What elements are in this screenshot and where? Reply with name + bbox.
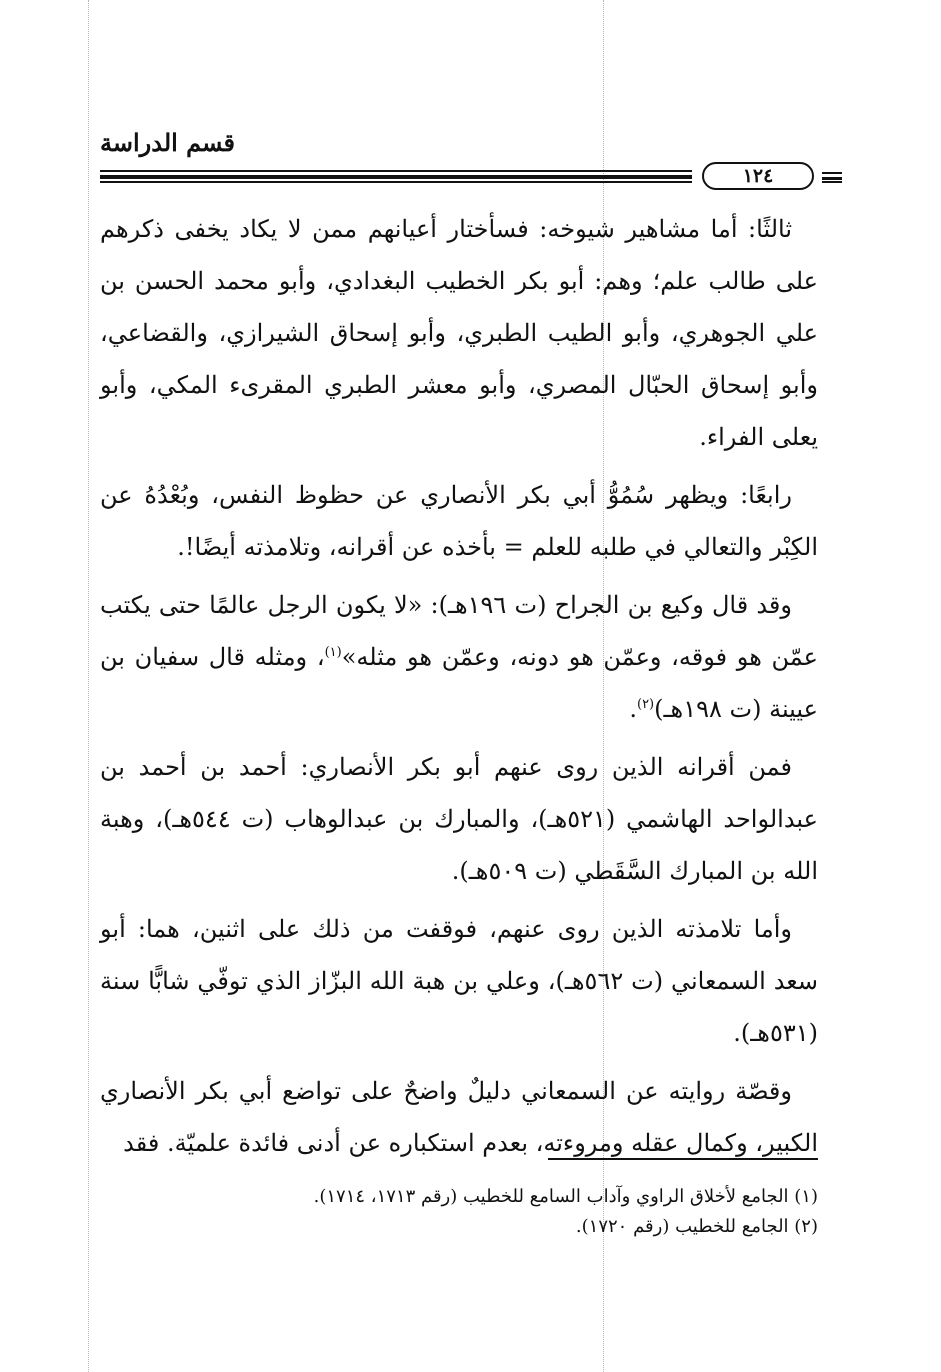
paragraph-students: وأما تلامذته الذين روى عنهم، فوقفت من ذلك على اثنين، هما: أبو سعد السمعاني (ت ٥٦٢هـ)، وعلي بن هبة الله البزّاز الذي توفّي شابًّا سنة (٥٣١هـ). [100,915,818,1047]
footnotes [100,1182,818,1242]
footnote-separator [548,1158,818,1160]
footnote-1: (١) الجامع لأخلاق الراوي وآداب السامع للخطيب (رقم ١٧١٣، ١٧١٤). [313,1186,818,1207]
quote-continuation: ، ومثله قال سفيان بن عيينة (ت ١٩٨هـ) [100,643,818,723]
quote-text: وقد قال وكيع بن الجراح (ت ١٩٦هـ): «لا يكون الرجل عالمًا حتى يكتب عمّن هو فوقه، وعمّن هو دونه، وعمّن هو مثله» [100,591,818,671]
paragraph-third-point: ثالثًا: أما مشاهير شيوخه: فسأختار أعيانهم ممن لا يكاد يخفى ذكرهم على طالب علم؛ وهم: أبو بكر الخطيب البغدادي، وأبو محمد الحسن بن علي الجوهري، وأبو الطيب الطبري، وأبو إسحاق الشيرازي، والقضاعي، وأبو إسحاق الحبّال المصري، وأبو معشر الطبري المقرىء المكي، وأبو يعلى الفراء. [100,215,818,451]
quote-end: . [629,695,637,723]
paragraph-fourth-point: رابعًا: ويظهر سُمُوُّ أبي بكر الأنصاري عن حظوظ النفس، وبُعْدُهُ عن الكِبْر والتعالي في طلبه للعلم = بأخذه عن أقرانه، وتلامذته أيضًا!. [100,481,818,561]
running-header-title: قسم الدراسة [100,128,236,157]
scan-guide-line [88,0,89,1372]
paragraph-waki-quote [100,579,818,735]
header-rule [100,170,692,183]
footnote-marker-1: (١) [324,645,342,660]
paragraph-peers: فمن أقرانه الذين روى عنهم أبو بكر الأنصاري: أحمد بن أحمد بن عبدالواحد الهاشمي (٥٢١هـ)، والمبارك بن عبدالوهاب (ت ٥٤٤هـ)، وهبة الله بن المبارك السَّقَطي (ت ٥٠٩هـ). [100,753,818,885]
footnote-2: (٢) الجامع للخطيب (رقم ١٧٢٠). [575,1216,818,1237]
main-text [100,203,818,1175]
page-number-badge: ١٢٤ [702,162,814,190]
footnote-marker-2: (٢) [636,697,655,712]
header-rule-tail [822,172,842,183]
paragraph-story: وقصّة روايته عن السمعاني دليلٌ واضحٌ على تواضع أبي بكر الأنصاري الكبير، وكمال عقله ومروءته، بعدم استكباره عن أدنى فائدة علميّة. فقد [100,1077,818,1157]
